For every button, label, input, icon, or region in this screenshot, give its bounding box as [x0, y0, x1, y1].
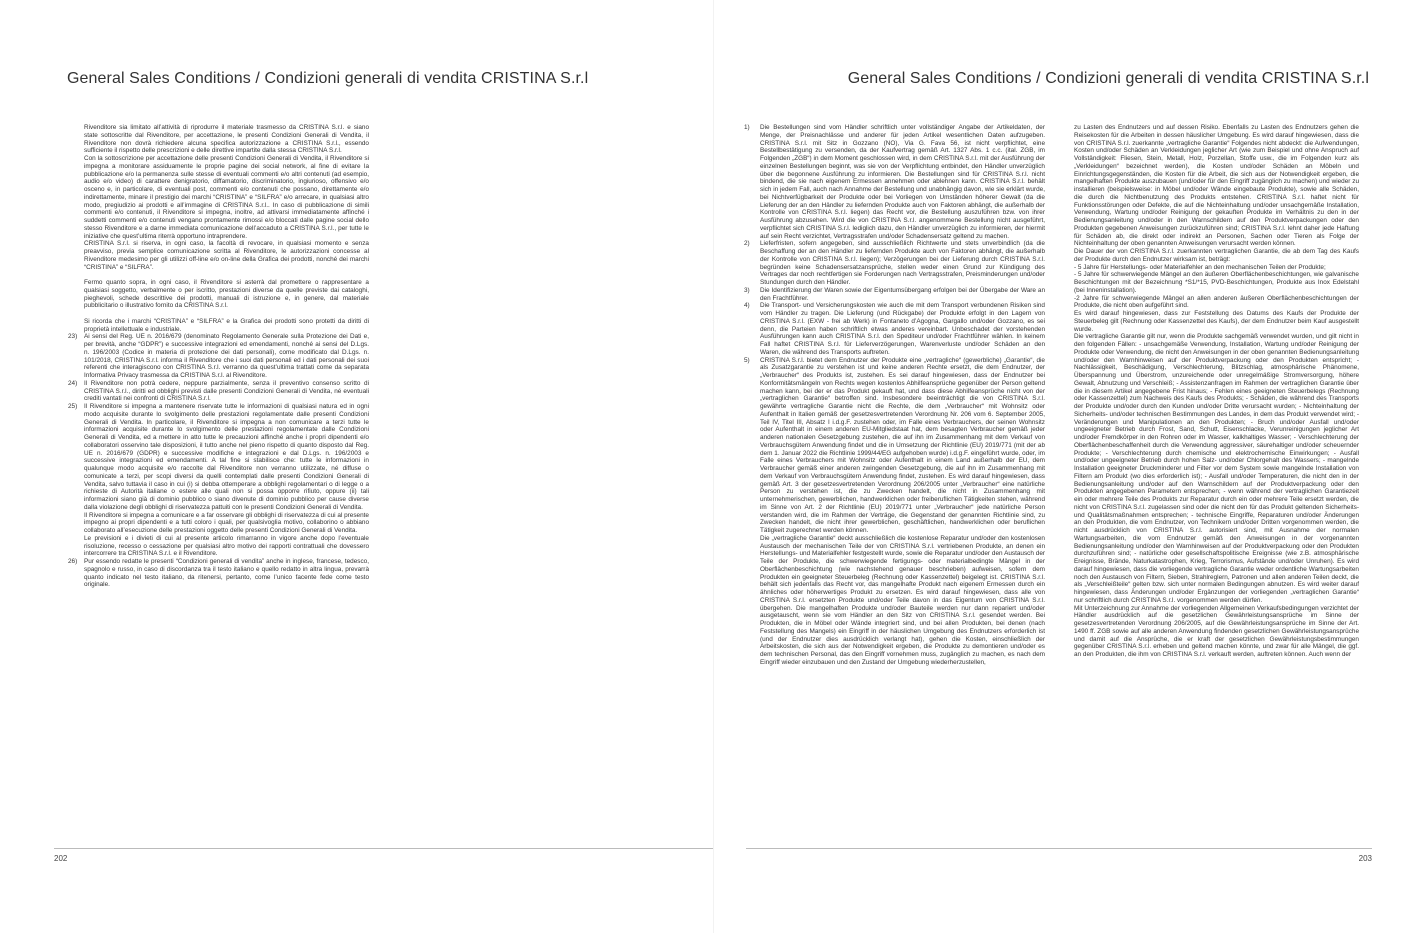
clause-number: 23): [68, 333, 78, 341]
clause-number: 2): [744, 240, 750, 248]
clause-text: Ai sensi del Reg. UE n. 2016/679 (denominato Regolamento Generale sulla Protezione dei Dati e, per brevità, anche “GDPR”) e successive integrazioni ed emendamenti, nonché ai sensi del D.Lgs. n. 196/2003 (Codice in materia di protezione dei dati personali), come modificato dal D.Lgs. n. 101/2018, CRISTINA S.r.l. informa il Rivenditore che i suoi dati personali ed i dati personali dei suoi referenti che interagiscono con CRISTINA S.r.l. verranno da quest’ultima trattati come da separata Informativa Privacy trasmessa da CRISTINA S.r.l. al Rivenditore.: [84, 333, 369, 379]
clause-text: zu Lasten des Endnutzers und auf dessen Risiko. Ebenfalls zu Lasten des Endnutzers gehen die Reisekosten für die Arbeiten in dessen häuslicher Umgebung. Es wird darauf hingewiesen, dass die von CRISTINA S.r.l. zuerkannte „vertragliche Garantie“ Folgendes nicht abdeckt: die Aufwendungen, Kosten und/oder Schäden an Verkleidungen jeglicher Art (wie zum Beispiel und ohne Anspruch auf Vollständigkeit: Fliesen, Stein, Metall, Holz, Porzellan, Stoffe usw., die im Folgenden kurz als „Verkleidungen“ bezeichnet werden), die Kosten und/oder Schäden an Möbeln und Einrichtungsgegenständen, die Kosten für die Arbeit, die sich aus der Notwendigkeit ergeben, die mangelhaften Produkte auszubauen (und/oder für den Eingriff zugänglich zu machen) und wieder zu installieren (beispielsweise: in Möbel und/oder Wände eingebaute Produkte), sowie alle Schäden, die durch die Nichtbenutzung des Produkts entstehen. CRISTINA S.r.l. haftet nicht für Funktionsstörungen oder Defekte, die auf die Nichteinhaltung und/oder unsachgemäße Installation, Verwendung, Wartung und/oder Reinigung der gekauften Produkte im Verhältnis zu den in der Bedienungsanleitung und/oder in den Warnschildern auf den Produktverpackungen oder den Produkten gegebenen Anweisungen zurückzuführen sind; CRISTINA S.r.l. lehnt daher jede Haftung für Schäden ab, die direkt oder indirekt an Personen, Sachen oder Tieren als Folge der Nichteinhaltung der oben genannten Anweisungen verursacht werden können.: [1074, 124, 1359, 248]
paragraph-gap: [84, 310, 369, 318]
clause-paragraph: [84, 535, 369, 558]
left-page-title: General Sales Conditions / Condizioni generali di vendita CRISTINA S.r.l: [67, 70, 589, 87]
clause-text: Die vertragliche Garantie gilt nur, wenn die Produkte sachgemäß verwendet wurden, und gilt nicht in den folgenden Fällen: - unsachgemäße Verwendung, Installation, Wartung und/oder Reinigung der Produkte oder Verwendung, die nicht den Anweisungen in der oben genannten Bedienungsanleitung und/oder den Warnhinweisen auf der Produktverpackung oder den Produkten entspricht; - Nachlässigkeit, Beschädigung, Verschlechterung, Blitzschlag, atmosphärische Phänomene, Überspannung und Überstrom, unzureichende oder unregelmäßige Stromversorgung, höhere Gewalt, Abnutzung und Verschleiß; - Assistenzanfragen im Rahmen der vertraglichen Garantie über die in diesem Artikel angegebene Frist hinaus; - Fehlen eines geeigneten Steuerbelegs (Rechnung oder Kassenzettel) zum Nachweis des Kaufs des Produkts; - Schäden, die während des Transports der Produkte und/oder durch den Kunden und/oder Dritte verursacht wurden; - Nichteinhaltung der Sicherheits- und/oder technischen Bestimmungen des Landes, in dem das Produkt verwendet wird; - Veränderungen und Manipulationen an den Produkten; - Bruch und/oder Ausfall und/oder ungeeigneter Betrieb durch Frost, Sand, Schutt, Eisenschlacke, Verunreinigungen jeglicher Art und/oder Fremdkörper in den Rohren oder im Wasser, kalkhaltiges Wasser; - Verschlechterung der Oberflächenbeschaffenheit durch die Verwendung aggressiver, säurehaltiger und/oder scheuernder Produkte; - Verschlechterung durch chemische und elektrochemische Einwirkungen; - Ausfall und/oder ungeeigneter Betrieb durch hohen Salz- und/oder Chlorgehalt des Wassers; - mangelnde Installation geeigneter Druckminderer und Filter vor dem System sowie mangelnde Installation von Filtern am Produkt (wo dies erforderlich ist); - Ausfall und/oder Temperaturen, die nicht den in der Bedienungsanleitung und/oder auf den Warnschildern auf der Produktverpackung oder den Produkten angegebenen Parametern entsprechen; - wenn während der vertraglichen Garantiezeit ein oder mehrere Teile des Produkts zur Reparatur durch ein oder mehrere Teile ersetzt werden, die nicht von CRISTINA S.r.l. zugelassen sind oder die nicht den für das Produkt geltenden Sicherheits- und Qualitätsmaßnahmen entsprechen; - technische Eingriffe, Reparaturen und/oder Änderungen an den Produkten, die vom Endnutzer, von Technikern und/oder Dritten vorgenommen werden, die nicht ausdrücklich von CRISTINA S.r.l. autorisiert sind, mit Ausnahme der normalen Wartungsarbeiten, die vom Endnutzer gemäß den Anweisungen in der vorgenannten Bedienungsanleitung und/oder den Warnhinweisen auf der Produktverpackung oder den Produkten durchzuführen sind; - natürliche oder gesellschaftspolitische Ereignisse (wie z.B. atmosphärische Ereignisse, Brände, Naturkatastrophen, Krieg, Terrorismus, Aufstände und/oder Unruhen). Es wird darauf hingewiesen, dass die vorliegende vertragliche Garantie weder ordentliche Wartungsarbeiten noch den Austausch von Filtern, Sieben, Strahlreglern, Patronen und allen anderen Teilen deckt, die als „Verschleißteile“ gelten bzw. sich unter normalen Bedingungen abnutzen. Es wird weiter darauf hingewiesen, dass Änderungen und/oder Ergänzungen der vorliegenden „vertraglichen Garantie“ nur schriftlich durch CRISTINA S.r.l. vorgenommen werden dürfen.: [1074, 333, 1359, 604]
clause-text: Die Bestellungen sind vom Händler schriftlich unter vollständiger Angabe der Artikeldaten, der Menge, der Preisnachlässe und anderer für jeden Artikel wesentlichen Daten aufzugeben. CRISTINA S.r.l. mit Sitz in Gozzano (NO), Via G. Fava 56, ist nicht verpflichtet, eine Bestellbestätigung zu versenden, da der Kaufvertrag gemäß Art. 1327 Abs. 1 c.c. (ital. ZGB, im Folgenden „ZGB“) in dem Moment geschlossen wird, in dem CRISTINA S.r.l. mit der Ausführung der einzelnen Bestellungen beginnt, was sie von der Verpflichtung entbindet, den Händler unverzüglich über die begonnene Ausführung zu informieren. Die Bestellungen sind für CRISTINA S.r.l. nicht bindend, die sie nach eigenem Ermessen annehmen oder ablehnen kann. CRISTINA S.r.l. behält sich in jedem Fall, auch nach Annahme der Bestellung und unabhängig davon, wie sie erklärt wurde, bei Nichtverfügbarkeit der Produkte oder bei Vorliegen von Umständen höherer Gewalt (da die Lieferung der an den Händler zu liefernden Produkte auch von Faktoren abhängt, die außerhalb der Kontrolle von CRISTINA S.r.l. liegen) das Recht vor, die Bestellung auszuführen bzw. von ihrer Ausführung abzusehen. Wird die von CRISTINA S.r.l. angenommene Bestellung nicht ausgeführt, verpflichtet sich CRISTINA S.r.l. lediglich dazu, den Händler unverzüglich zu informieren, der hiermit auf sein Recht verzichtet, Vertragsstrafen und/oder Schadensersatz geltend zu machen.: [760, 124, 1045, 240]
clause-text: CRISTINA S.r.l. bietet dem Endnutzer der Produkte eine „vertragliche“ (gewerbliche) „Garantie“, die als Zusatzgarantie zu verstehen ist und keine anderen Rechte ersetzt, die dem Endnutzer, der „Verbraucher“ des Produkts ist, zustehen. Es sei darauf hingewiesen, dass der Endnutzer bei Konformitätsmängeln von Rechts wegen kostenlos Abhilfeansprüche gegenüber der Person geltend machen kann, bei der er das Produkt gekauft hat, und dass diese Abhilfeansprüche nicht von der „vertraglichen Garantie“ betroffen sind. Insbesondere beeinträchtigt die von CRISTINA S.r.l. gewährte vertragliche Garantie nicht die Rechte, die dem „Verbraucher“ mit Wohnsitz oder Aufenthalt in Italien gemäß der gesetzesvertretenden Verordnung Nr. 206 vom 6. September 2005, Teil IV, Titel III, Absatz I i.d.g.F. zustehen oder, im Falle eines Verbrauchers, der seinen Wohnsitz oder Aufenthalt in einem anderen EU-Mitgliedstaat hat, dem besagten Verbraucher gemäß jeder anderen nationalen Gesetzgebung zustehen, die auf ihn im Zusammenhang mit dem Verkauf von Verbrauchsgütern Anwendung findet und die in Umsetzung der Richtlinie (EU) 2019/771 (mit der ab dem 1. Januar 2022 die Richtlinie 1999/44/EG aufgehoben wurde) i.d.g.F. eingeführt wurde, oder, im Falle eines Verbrauchers mit Wohnsitz oder Aufenthalt in einem Land außerhalb der EU, dem Verbraucher gemäß einer anderen zwingenden Gesetzgebung, die auf ihn im Zusammenhang mit dem Verkauf von Verbrauchsgütern Anwendung findet, zustehen. Es wird darauf hingewiesen, dass gemäß Art. 3 der gesetzesvertretenden Verordnung 206/2005 unter „Verbraucher“ eine natürliche Person zu verstehen ist, die zu Zwecken handelt, die nicht in Zusammenhang mit unternehmerischen, gewerblichen, handwerklichen oder freiberuflichen Tätigkeiten stehen, während im Sinne von Art. 2 der Richtlinie (EU) 2019/771 unter „Verbraucher“ jede natürliche Person verstanden wird, die im Rahmen der Verträge, die Gegenstand der genannten Richtlinie sind, zu Zwecken handelt, die nicht ihrer gewerblichen, geschäftlichen, handwerklichen oder beruflichen Tätigkeit zugerechnet werden können.: [760, 356, 1045, 534]
clause-text: Si ricorda che i marchi “CRISTINA” e “SILFRA” e la Grafica dei prodotti sono protetti da diritti di proprietà intellettuale e industriale.: [84, 317, 369, 333]
clause-paragraph: [760, 535, 1045, 667]
clause-text: Pur essendo redatte le presenti “Condizioni generali di vendita” anche in inglese, francese, tedesco, spagnolo e russo, in caso di discordanza tra il testo italiano e quello redatto in altra lingua, prevarrà quanto indicato nel testo italiano, da ritenersi, pertanto, come l’unico facente fede come testo originale.: [84, 558, 369, 589]
clause-text: Con la sottoscrizione per accettazione delle presenti Condizioni Generali di Vendita, il Rivenditore si impegna a monitorare assiduamente le proprie pagine dei social network, al fine di evitare la pubblicazione e/o la permanenza sulle stesse di eventuali commenti e/o altri contenuti (ad esempio, audio e/o video) di carattere denigratorio, diffamatorio, discriminatorio, ingiurioso, offensivo e/o osceno e, in particolare, di eventuali post, commenti e/o contenuti che possano, direttamente e/o indirettamente, minare il prestigio dei marchi “CRISTINA” e “SILFRA” e/o arrecare, in qualsiasi altro modo, pregiudizio ai prodotti e all’immagine di CRISTINA S.r.l.. In caso di pubblicazione di simili commenti e/o contenuti, il Rivenditore si impegna, inoltre, ad attivarsi immediatamente affinché i suddetti commenti e/o contenuti vengano prontamente rimossi e/o bloccati dalle pagine social dello stesso Rivenditore e a darne immediata comunicazione dell’accaduto a CRISTINA S.r.l., per tutte le iniziative che quest’ultima riterrà opportuno intraprendere.: [84, 155, 369, 240]
clause-number: 3): [744, 286, 750, 294]
clause-text: Il Rivenditore si impegna a mantenere riservate tutte le informazioni di qualsiasi natura ed in ogni modo acquisite durante lo svolgimento delle prestazioni regolamentate dalle presenti Condizioni Generali di Vendita. In particolare, il Rivenditore si impegna a non comunicare a terzi tutte le informazioni acquisite durante lo svolgimento delle prestazioni regolamentate dalle Condizioni Generali di Vendita, ed a mettere in atto tutte le precauzioni affinché anche i propri dipendenti e/o collaboratori osservino tale disposizioni, il tutto anche nel pieno rispetto di quanto disposto dal Reg. UE n. 2016/679 (GDPR) e successive modifiche e integrazioni e dal D.Lgs. n. 196/2003 e successive integrazioni ed emendamenti. A tal fine si stabilisce che: tutte le informazioni in qualunque modo acquisite e/o raccolte dal Rivenditore non verranno utilizzate, né diffuse o comunicate a terzi, per scopi diversi da quelli contemplati dalle presenti Condizioni Generali di Vendita, salvo tuttavia il caso in cui (i) si debba ottemperare a obblighi regolamentari o di legge o a richieste di Autorità italiane o estere alle quali non si possa opporre rifiuto, oppure (ii) tali informazioni siano già di dominio pubblico o siano divenute di dominio pubblico per cause diverse dalla violazione degli obblighi di riservatezza pattuiti con le presenti Condizioni Generali di Vendita.: [84, 403, 369, 511]
clause-paragraph: [84, 240, 369, 271]
clause-number: 5): [744, 356, 750, 364]
clause-text: CRISTINA S.r.l. si riserva, in ogni caso, la facoltà di revocare, in qualsiasi momento e senza preavviso, previa semplice comunicazione scritta al Rivenditore, le autorizzazioni concesse al Rivenditore medesimo per gli utilizzi off-line e/o on-line della Grafica dei prodotti, nonché dei marchi “CRISTINA” e “SILFRA”.: [84, 240, 369, 271]
left-text-column: [68, 124, 369, 589]
clause-text: Die Transport- und Versicherungskosten wie auch die mit dem Transport verbundenen Risiken sind vom Händler zu tragen. Die Lieferung (und Rückgabe) der Produkte erfolgt in den Lagern von CRISTINA S.r.l. (EXW - frei ab Werk) in Fontaneto d’Agogna, Gargallo und/oder Gozzano, es sei denn, die Parteien haben schriftlich etwas anderes vereinbart. Unbeschadet der vorstehenden Ausführungen kann auch CRISTINA S.r.l. den Spediteur und/oder Frachtführer wählen. In keinem Fall haftet CRISTINA S.r.l. für Lieferverzögerungen, Warenverluste und/oder Schäden an den Waren, die während des Transports auftreten.: [760, 302, 1045, 356]
clause-number: 1): [744, 124, 750, 131]
clause-number: 25): [68, 403, 78, 410]
clause-paragraph: [68, 558, 369, 589]
paragraph-gap: [84, 271, 369, 279]
clause-paragraph: [1074, 333, 1359, 604]
clause-text: Fermo quanto sopra, in ogni caso, il Rivenditore si asterrà dal promettere o rappresentare a qualsiasi soggetto, verbalmente o per iscritto, prestazioni diverse da quelle previste dai cataloghi, pieghevoli, schede descrittive dei prodotti, manuali di istruzione e, in genere, dal materiale pubblicitario o illustrativo fornito da CRISTINA S.r.l.: [84, 279, 369, 310]
clause-text: - 5 Jahre für schwerwiegende Mängel an den äußeren Oberflächenbeschichtungen, wie galvanische Beschichtungen mit der Bezeichnung *S1/*15, PVD-Beschichtungen, Produkte aus Inox Edelstahl (bei Inneninstallation).: [1074, 271, 1359, 294]
clause-text: - 5 Jahre für Herstellungs- oder Materialfehler an den mechanischen Teilen der Produkte;: [1074, 263, 1326, 271]
right-footer-rule: [746, 848, 1372, 849]
clause-text: Lieferfristen, sofern angegeben, sind ausschließlich Richtwerte und stets unverbindlich (da die Beschaffung der an den Händler zu liefernden Produkte auch von Faktoren abhängt, die außerhalb der Kontrolle von CRISTINA S.r.l. liegen); Verzögerungen bei der Lieferung durch CRISTINA S.r.l. begründen keine Schadensersatzansprüche, stellen weder einen Grund zur Kündigung des Vertrages dar noch rechtfertigen sie Forderungen nach Vertragsstrafen, Preisminderungen und/oder Stundungen durch den Händler.: [760, 240, 1045, 286]
left-page-number: 202: [54, 854, 68, 863]
clause-paragraph: [68, 403, 369, 512]
clause-text: Mit Unterzeichnung zur Annahme der vorliegenden Allgemeinen Verkaufsbedingungen verzichtet der Händler ausdrücklich auf die gesetzlichen Gewährleistungsansprüche im Sinne der gesetzesvertretenden Verordnung 206/2005, auf die Gewährleistungsansprüche im Sinne der Art. 1490 ff. ZGB sowie auf alle anderen Anwendung findenden gesetzlichen Gewährleistungsansprüche und damit auf die Ansprüche, die er kraft der gesetzlichen Gewährleistungsbestimmungen gegenüber CRISTINA S.r.l. erheben und geltend machen könnte, und zwar für alle Mängel, die ggf. an den Produkten, die ihm von CRISTINA S.r.l. verkauft werden, auftreten können. Auch wenn der: [1074, 604, 1359, 658]
clause-paragraph: [68, 333, 369, 380]
left-page: [0, 0, 713, 933]
clause-text: -2 Jahre für schwerwiegende Mängel an allen anderen äußeren Oberflächenbeschichtungen der Produkte, die nicht oben aufgeführt sind.: [1074, 294, 1359, 310]
clause-paragraph: [1074, 248, 1359, 264]
clause-paragraph: [1074, 124, 1359, 248]
clause-paragraph: [744, 124, 1045, 240]
clause-paragraph: [84, 279, 369, 310]
left-footer-rule: [54, 848, 713, 849]
clause-paragraph: [84, 155, 369, 240]
clause-text: Il Rivenditore non potrà cedere, neppure parzialmente, senza il preventivo consenso scritto di CRISTINA S.r.l., diritti ed obblighi previsti dalle presenti Condizioni Generali di Vendita, né eventuali crediti vantati nei confronti di CRISTINA S.r.l.: [84, 379, 369, 403]
clause-text: Rivenditore sia limitato all’attività di riprodurre il materiale trasmesso da CRISTINA S.r.l. e siano state sottoscritte dal Rivenditore, per accettazione, le presenti Condizioni Generali di Vendita, il Rivenditore non dovrà richiedere alcuna specifica autorizzazione a CRISTINA S.r.l., essendo sufficiente il rispetto delle prescrizioni e delle direttive impartite dalla stessa CRISTINA S.r.l.: [84, 124, 369, 155]
clause-text: Le previsioni e i divieti di cui al presente articolo rimarranno in vigore anche dopo l’eventuale risoluzione, recesso o cessazione per qualsiasi altro motivo dei rapporti contrattuali che dovessero intercorrere tra CRISTINA S.r.l. e il Rivenditore.: [84, 534, 369, 558]
right-page-title: General Sales Conditions / Condizioni generali di vendita CRISTINA S.r.l: [847, 70, 1369, 87]
right-page-number: 203: [1358, 854, 1372, 863]
clause-paragraph: [1074, 264, 1359, 272]
clause-paragraph: [84, 124, 369, 155]
clause-paragraph: [744, 240, 1045, 287]
clause-paragraph: [744, 302, 1045, 356]
clause-paragraph: [1074, 271, 1359, 294]
clause-number: 24): [68, 379, 78, 387]
clause-paragraph: [744, 356, 1045, 535]
clause-paragraph: [84, 512, 369, 535]
clause-paragraph: [1074, 310, 1359, 333]
clause-text: Il Rivenditore si impegna a comunicare e a far osservare gli obblighi di riservatezza di cui al presente impegno ai propri dipendenti e a tutti coloro i quali, per qualsivoglia motivo, collaborino o abbiano collaborato all’esecuzione delle prestazioni oggetto delle presenti Condizioni Generali di Vendita.: [84, 511, 369, 534]
clause-paragraph: [1074, 295, 1359, 311]
clause-paragraph: [1074, 605, 1359, 659]
right-page: [714, 0, 1427, 933]
clause-text: Die Dauer der von CRISTINA S.r.l. zuerkannten vertraglichen Garantie, die ab dem Tag des Kaufs der Produkte durch den Endnutzer wirksam ist, beträgt:: [1074, 248, 1359, 263]
clause-paragraph: [744, 286, 1045, 303]
clause-text: Die Identifizierung der Waren sowie der Eigentumsübergang erfolgen bei der Übergabe der Ware an den Frachtführer.: [760, 286, 1045, 302]
right-text-column-1: [744, 124, 1045, 667]
clause-number: 4): [744, 302, 750, 310]
clause-paragraph: [84, 318, 369, 334]
right-text-column-2: [1074, 124, 1359, 659]
clause-text: Es wird darauf hingewiesen, dass zur Feststellung des Datums des Kaufs der Produkte der Steuerbeleg gilt (Rechnung oder Kassenzettel des Kaufs), der dem Endnutzer beim Kauf ausgestellt wurde.: [1074, 310, 1359, 333]
clause-text: Die „vertragliche Garantie“ deckt ausschließlich die kostenlose Reparatur und/oder den kostenlosen Austausch der mechanischen Teile der von CRISTINA S.r.l. vertriebenen Produkte, an denen ein Herstellungs- und Materialfehler festgestellt wurde, sowie die Reparatur und/oder den Austausch der Teile der Produkte, die schwerwiegende fertigungs- oder materialbedingte Mängel in der Oberflächenbeschichtung (wie nachstehend genauer beschrieben) aufweisen, sofern dem Produkten ein geeigneter Steuerbeleg (Rechnung oder Kassenzettel) beigelegt ist. CRISTINA S.r.l. behält sich jedenfalls das Recht vor, das mangelhafte Produkt nach eigenem Ermessen durch ein ähnliches oder höherwertiges Produkt zu ersetzen. Es wird darauf hingewiesen, dass alle von CRISTINA S.r.l. ersetzten Produkte und/oder Teile davon in das Eigentum von CRISTINA S.r.l. übergehen. Die mangelhaften Produkte und/oder Bauteile werden nur dann repariert und/oder ausgetauscht, wenn sie vom Händler an den Sitz von CRISTINA S.r.l. gesendet werden. Bei Produkten, die in Möbel oder Wände integriert sind, und bei allen Produkten, bei denen (nach Feststellung des Mangels) ein Eingriff in der häuslichen Umgebung des Endnutzers erforderlich ist (und der Endnutzer dies ausdrücklich verlangt hat), gehen die Kosten, einschließlich der Arbeitskosten, die sich aus der Notwendigkeit ergeben, die Produkte zu demontieren und/oder es dem technischen Personal, das den Eingriff vornehmen muss, zugänglich zu machen, es nach dem Eingriff wieder einzubauen und den Zustand der Umgebung wiederherzustellen,: [760, 534, 1045, 666]
clause-paragraph: [68, 379, 369, 403]
clause-number: 26): [68, 558, 78, 565]
